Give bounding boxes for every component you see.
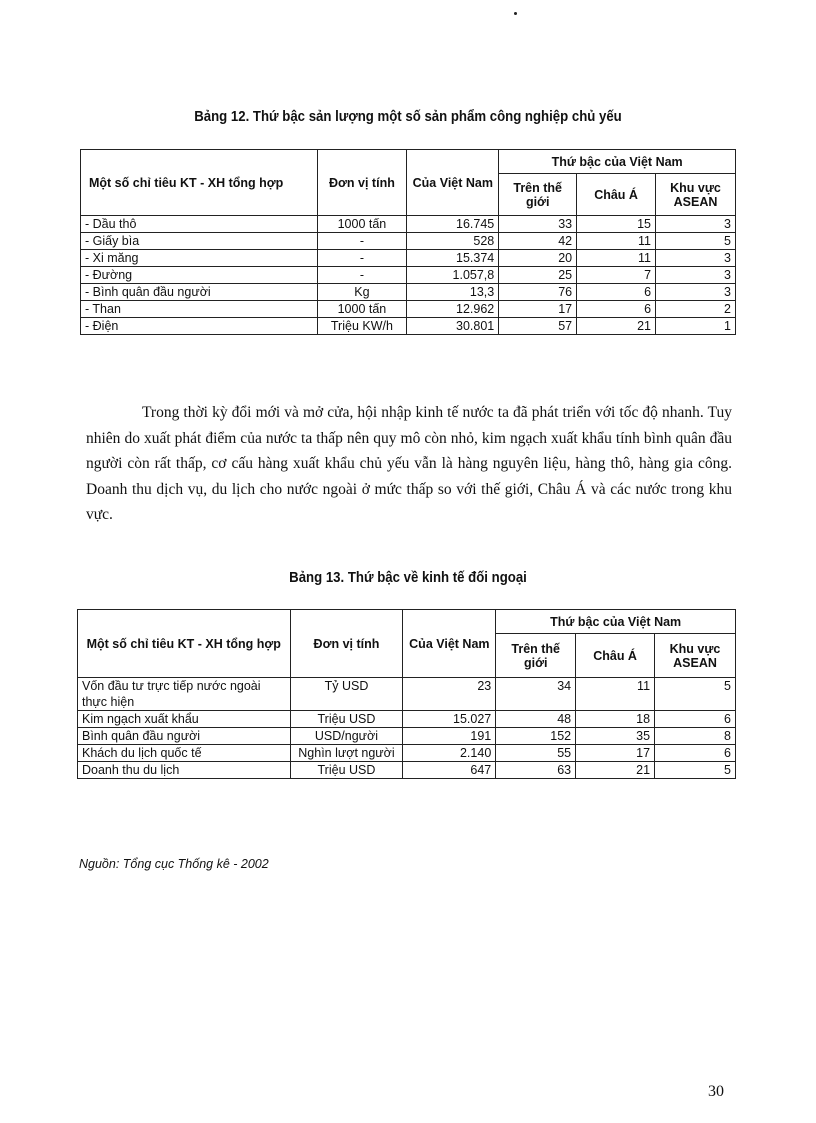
- cell-world-rank: 42: [499, 233, 577, 250]
- cell-asia-rank: 21: [577, 318, 656, 335]
- header-unit: Đơn vị tính: [290, 610, 403, 678]
- cell-indicator: Kim ngạch xuất khẩu: [78, 711, 291, 728]
- cell-indicator: - Giấy bìa: [81, 233, 318, 250]
- cell-world-rank: 25: [499, 267, 577, 284]
- cell-unit: 1000 tấn: [317, 301, 407, 318]
- cell-asia-rank: 11: [576, 678, 655, 711]
- cell-asean-rank: 5: [656, 233, 736, 250]
- cell-unit: Kg: [317, 284, 407, 301]
- cell-vn-value: 647: [403, 762, 496, 779]
- cell-asean-rank: 3: [656, 250, 736, 267]
- table-row: [81, 216, 736, 233]
- page-number: 30: [708, 1083, 724, 1100]
- cell-unit: Triệu USD: [290, 762, 403, 779]
- table-row: [81, 284, 736, 301]
- cell-unit: USD/người: [290, 728, 403, 745]
- cell-unit: 1000 tấn: [317, 216, 407, 233]
- cell-vn-value: 13,3: [407, 284, 499, 301]
- cell-unit: Triệu USD: [290, 711, 403, 728]
- cell-indicator: - Điện: [81, 318, 318, 335]
- cell-indicator: - Than: [81, 301, 318, 318]
- paragraph-text: Trong thời kỳ đổi mới và mở cửa, hội nhập kinh tế nước ta đã phát triển với tốc độ nhanh. Tuy nhiên do xuất phát điểm của nước ta thấp nên quy mô còn nhỏ, kim ngạch xuất khẩu tính bình quân đầu người còn rất thấp, cơ cấu hàng xuất khẩu chủ yếu vẫn là hàng nguyên liệu, hàng thô, hàng gia công. Doanh thu dịch vụ, du lịch cho nước ngoài ở mức thấp so với thế giới, Châu Á và các nước trong khu vực.: [86, 404, 732, 523]
- cell-unit: Tỷ USD: [290, 678, 403, 711]
- source-note: Nguồn: Tổng cục Thống kê - 2002: [79, 857, 269, 871]
- cell-world-rank: 33: [499, 216, 577, 233]
- cell-asean-rank: 3: [656, 267, 736, 284]
- cell-indicator: - Dầu thô: [81, 216, 318, 233]
- header-asia: Châu Á: [576, 634, 655, 678]
- cell-unit: Triệu KW/h: [317, 318, 407, 335]
- table-row: [78, 728, 736, 745]
- cell-vn-value: 12.962: [407, 301, 499, 318]
- cell-world-rank: 55: [496, 745, 576, 762]
- header-asean: Khu vực ASEAN: [655, 634, 736, 678]
- cell-asia-rank: 11: [577, 233, 656, 250]
- header-asean: Khu vực ASEAN: [656, 174, 736, 216]
- cell-asia-rank: 6: [577, 284, 656, 301]
- cell-asia-rank: 35: [576, 728, 655, 745]
- header-world: Trên thế giới: [499, 174, 577, 216]
- table-row: [78, 762, 736, 779]
- cell-world-rank: 152: [496, 728, 576, 745]
- header-asia: Châu Á: [577, 174, 656, 216]
- cell-asean-rank: 6: [655, 745, 736, 762]
- header-rank-group: Thứ bậc của Việt Nam: [496, 610, 736, 634]
- header-world: Trên thế giới: [496, 634, 576, 678]
- cell-world-rank: 76: [499, 284, 577, 301]
- cell-unit: -: [317, 267, 407, 284]
- table-row: [81, 233, 736, 250]
- table-12-title: Bảng 12. Thứ bậc sản lượng một số sản phẩm công nghiệp chủ yếu: [194, 108, 622, 125]
- cell-asean-rank: 3: [656, 284, 736, 301]
- cell-asia-rank: 6: [577, 301, 656, 318]
- cell-indicator: Khách du lịch quốc tế: [78, 745, 291, 762]
- cell-asean-rank: 3: [656, 216, 736, 233]
- cell-indicator: Vốn đầu tư trực tiếp nước ngoài thực hiện: [78, 678, 291, 711]
- cell-vn-value: 23: [403, 678, 496, 711]
- cell-vn-value: 191: [403, 728, 496, 745]
- cell-asean-rank: 8: [655, 728, 736, 745]
- cell-asean-rank: 5: [655, 678, 736, 711]
- cell-asean-rank: 1: [656, 318, 736, 335]
- header-rank-group: Thứ bậc của Việt Nam: [499, 150, 736, 174]
- cell-vn-value: 528: [407, 233, 499, 250]
- table-row: [81, 250, 736, 267]
- cell-unit: -: [317, 233, 407, 250]
- cell-vn-value: 15.027: [403, 711, 496, 728]
- table-12: [80, 149, 736, 335]
- cell-asean-rank: 5: [655, 762, 736, 779]
- cell-indicator: - Đường: [81, 267, 318, 284]
- cell-world-rank: 20: [499, 250, 577, 267]
- header-vn-value: Của Việt Nam: [403, 610, 496, 678]
- cell-asia-rank: 11: [577, 250, 656, 267]
- table-row: [81, 318, 736, 335]
- cell-vn-value: 16.745: [407, 216, 499, 233]
- cell-asia-rank: 18: [576, 711, 655, 728]
- cell-indicator: Bình quân đầu người: [78, 728, 291, 745]
- header-indicator: Một số chỉ tiêu KT - XH tổng hợp: [81, 150, 318, 216]
- cell-asia-rank: 21: [576, 762, 655, 779]
- page-speck: [514, 12, 517, 15]
- cell-asean-rank: 2: [656, 301, 736, 318]
- table-row: [78, 745, 736, 762]
- cell-world-rank: 48: [496, 711, 576, 728]
- table-row: [81, 301, 736, 318]
- cell-asia-rank: 17: [576, 745, 655, 762]
- table-row: [78, 678, 736, 711]
- cell-indicator: - Bình quân đầu người: [81, 284, 318, 301]
- cell-indicator: Doanh thu du lịch: [78, 762, 291, 779]
- cell-world-rank: 17: [499, 301, 577, 318]
- cell-vn-value: 1.057,8: [407, 267, 499, 284]
- table-13: [77, 609, 736, 779]
- cell-world-rank: 57: [499, 318, 577, 335]
- body-paragraph: [86, 400, 732, 528]
- table-row: [81, 267, 736, 284]
- cell-asia-rank: 15: [577, 216, 656, 233]
- header-unit: Đơn vị tính: [317, 150, 407, 216]
- cell-asean-rank: 6: [655, 711, 736, 728]
- cell-world-rank: 63: [496, 762, 576, 779]
- header-indicator: Một số chỉ tiêu KT - XH tổng hợp: [78, 610, 291, 678]
- cell-vn-value: 15.374: [407, 250, 499, 267]
- cell-unit: Nghìn lượt người: [290, 745, 403, 762]
- cell-unit: -: [317, 250, 407, 267]
- cell-vn-value: 30.801: [407, 318, 499, 335]
- table-row: [78, 711, 736, 728]
- cell-indicator: - Xi măng: [81, 250, 318, 267]
- table-13-title: Bảng 13. Thứ bậc về kinh tế đối ngoại: [289, 569, 527, 586]
- header-vn-value: Của Việt Nam: [407, 150, 499, 216]
- cell-world-rank: 34: [496, 678, 576, 711]
- cell-asia-rank: 7: [577, 267, 656, 284]
- cell-vn-value: 2.140: [403, 745, 496, 762]
